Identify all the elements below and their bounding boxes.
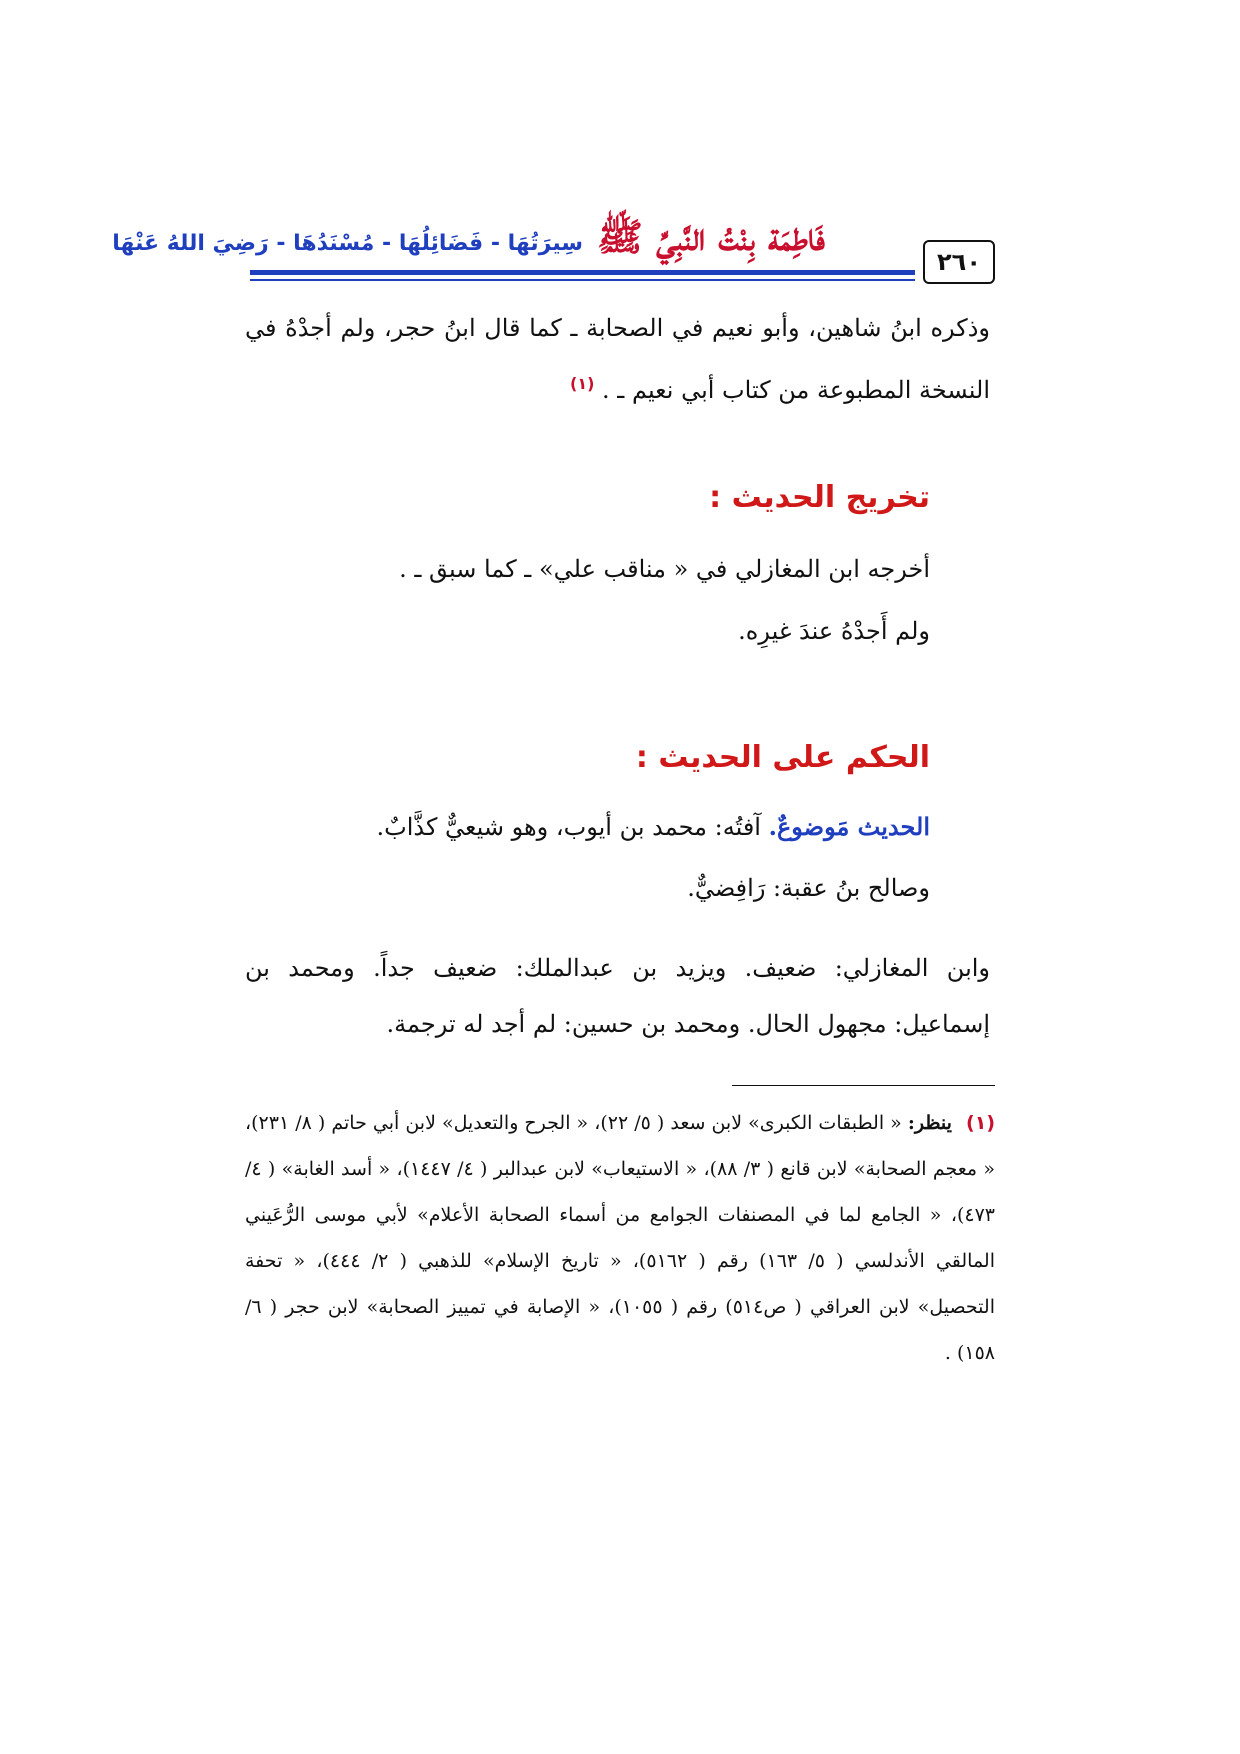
hukm-line-1-text: آفتُه: محمد بن أيوب، وهو شيعيٌّ كذَّابٌ. bbox=[376, 813, 761, 841]
footnote-text: « الطبقات الكبرى» لابن سعد ( ٥/ ٢٢)، « الجرح والتعديل» لابن أبي حاتم ( ٨/ ٢٣١)، « معجم الصحابة» لابن قانع ( ٣/ ٨٨)، « الاستيعاب» لابن عبدالبر ( ٤/ ١٤٤٧)، « أسد الغابة» ( ٤/ ٤٧٣)، « الجامع لما في المصنفات الجوامع من أسماء الصحابة الأعلام» لأبي موسى الرُّعَيني المالقي الأندلسي ( ٥/ ١٦٣) رقم ( ٥١٦٢)، « تاريخ الإسلام» للذهبي ( ٢/ ٤٤٤)، « تحفة التحصيل» لابن العراقي ( ص٥١٤) رقم ( ١٠٥٥)، « الإصابة في تمييز الصحابة» لابن حجر ( ٦/ ١٥٨) . bbox=[245, 1112, 996, 1364]
footnote-separator bbox=[732, 1085, 995, 1086]
takhrij-line-1: أخرجه ابن المغازلي في « مناقب علي» ـ كما سبق ـ . bbox=[399, 555, 930, 583]
footnotes bbox=[245, 1100, 995, 1376]
heading-takhrij: تخريج الحديث : bbox=[709, 480, 930, 515]
footnote-number: (١) bbox=[966, 1112, 995, 1134]
footnote-reference: (١) bbox=[570, 374, 595, 393]
hukm-line-2: وصالح بنُ عقبة: رَافِضيٌّ. bbox=[687, 874, 930, 902]
page-header bbox=[112, 200, 995, 290]
takhrij-line-2: ولم أَجدْهُ عندَ غيرِه. bbox=[738, 617, 930, 645]
heading-hukm: الحكم على الحديث : bbox=[635, 740, 930, 775]
footnote-label: ينظر: bbox=[907, 1112, 952, 1134]
header-rule-thick bbox=[250, 270, 915, 275]
hukm-verdict: الحديث مَوضوعٌ. bbox=[768, 812, 930, 841]
intro-paragraph-text: وذكره ابنُ شاهين، وأبو نعيم في الصحابة ـ كما قال ابنُ حجر، ولم أجدْهُ في النسخة المطبوعة من كتاب أبي نعيم ـ . bbox=[245, 314, 990, 404]
book-title: فَاطِمَة بِنْتُ النَّبِيِّ ﷺ bbox=[597, 214, 825, 259]
narrators-paragraph: وابن المغازلي: ضعيف. ويزيد بن عبدالملك: ضعيف جداً. ومحمد بن إسماعيل: مجهول الحال. ومحمد بن حسين: لم أجد له ترجمة. bbox=[245, 954, 990, 1038]
book-title-banner bbox=[112, 214, 825, 269]
intro-paragraph bbox=[245, 300, 990, 418]
header-rule-thin bbox=[250, 279, 915, 281]
book-subtitle: سِيرَتُهَا - فَضَائِلُهَا - مُسْنَدُهَا - رَضِيَ اللهُ عَنْهَا bbox=[112, 231, 583, 256]
hukm-line-1 bbox=[377, 812, 931, 841]
page-number: ٢٦٠ bbox=[923, 240, 995, 284]
